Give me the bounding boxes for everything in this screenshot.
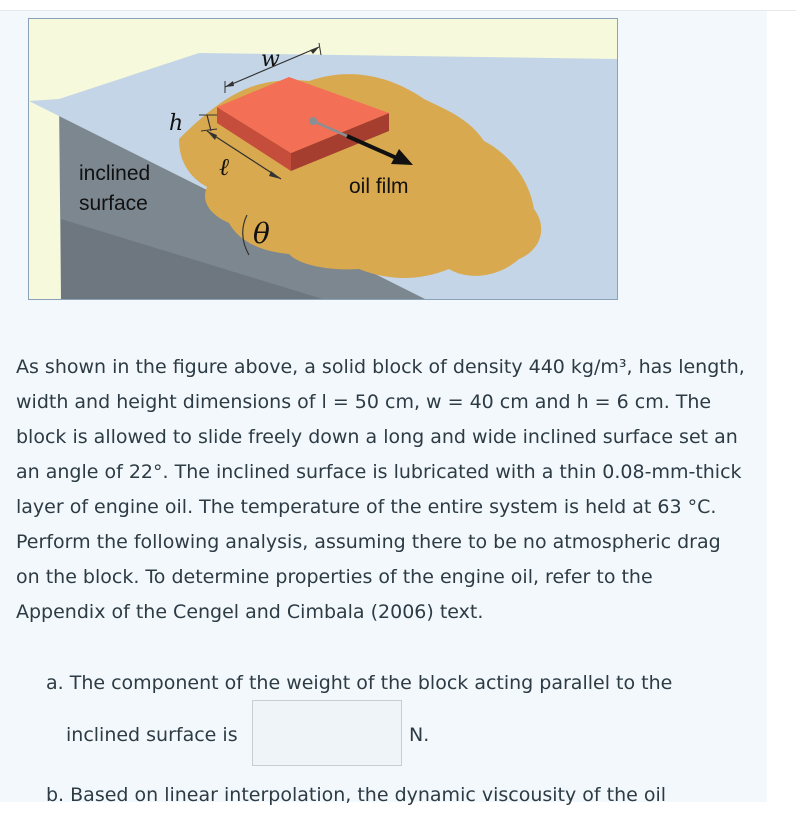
inclined-surface-label xyxy=(79,159,150,219)
question-a-text: a. The component of the weight of the block acting parallel to the xyxy=(46,672,673,694)
inclined-surface-label-line1: inclined xyxy=(79,162,151,185)
inclined-surface-label-line2: surface xyxy=(79,192,148,215)
problem-figure xyxy=(28,18,618,300)
symbol-h: h xyxy=(169,111,184,136)
question-b-text: b. Based on linear interpolation, the dynamic viscousity of the oil xyxy=(46,784,667,806)
answer-a-input[interactable] xyxy=(252,700,402,766)
problem-statement: As shown in the figure above, a solid block of density 440 kg/m³, has length, width and height dimensions of l = 50 cm, w = 40 cm and h = 6 cm. The block is allowed to slide freely down a long and wide inclined surface set an an angle of 22°. The inclined surface is lubricated with a thin 0.08-mm-thick layer of engine oil. The temperature of the entire system is held at 63 °C. Perform the following analysis, assuming there to be no atmospheric drag on the block. To determine properties of the engine oil, refer to the Appendix of the Cengel and Cimbala (2006) text. xyxy=(16,356,745,623)
symbol-w: w xyxy=(261,47,280,72)
symbol-theta: θ xyxy=(253,217,270,250)
answer-a-unit: N. xyxy=(409,724,430,746)
oil-film-label: oil film xyxy=(349,175,409,198)
question-a-text-continued: inclined surface is xyxy=(66,724,238,746)
symbol-l: ℓ xyxy=(219,153,229,181)
